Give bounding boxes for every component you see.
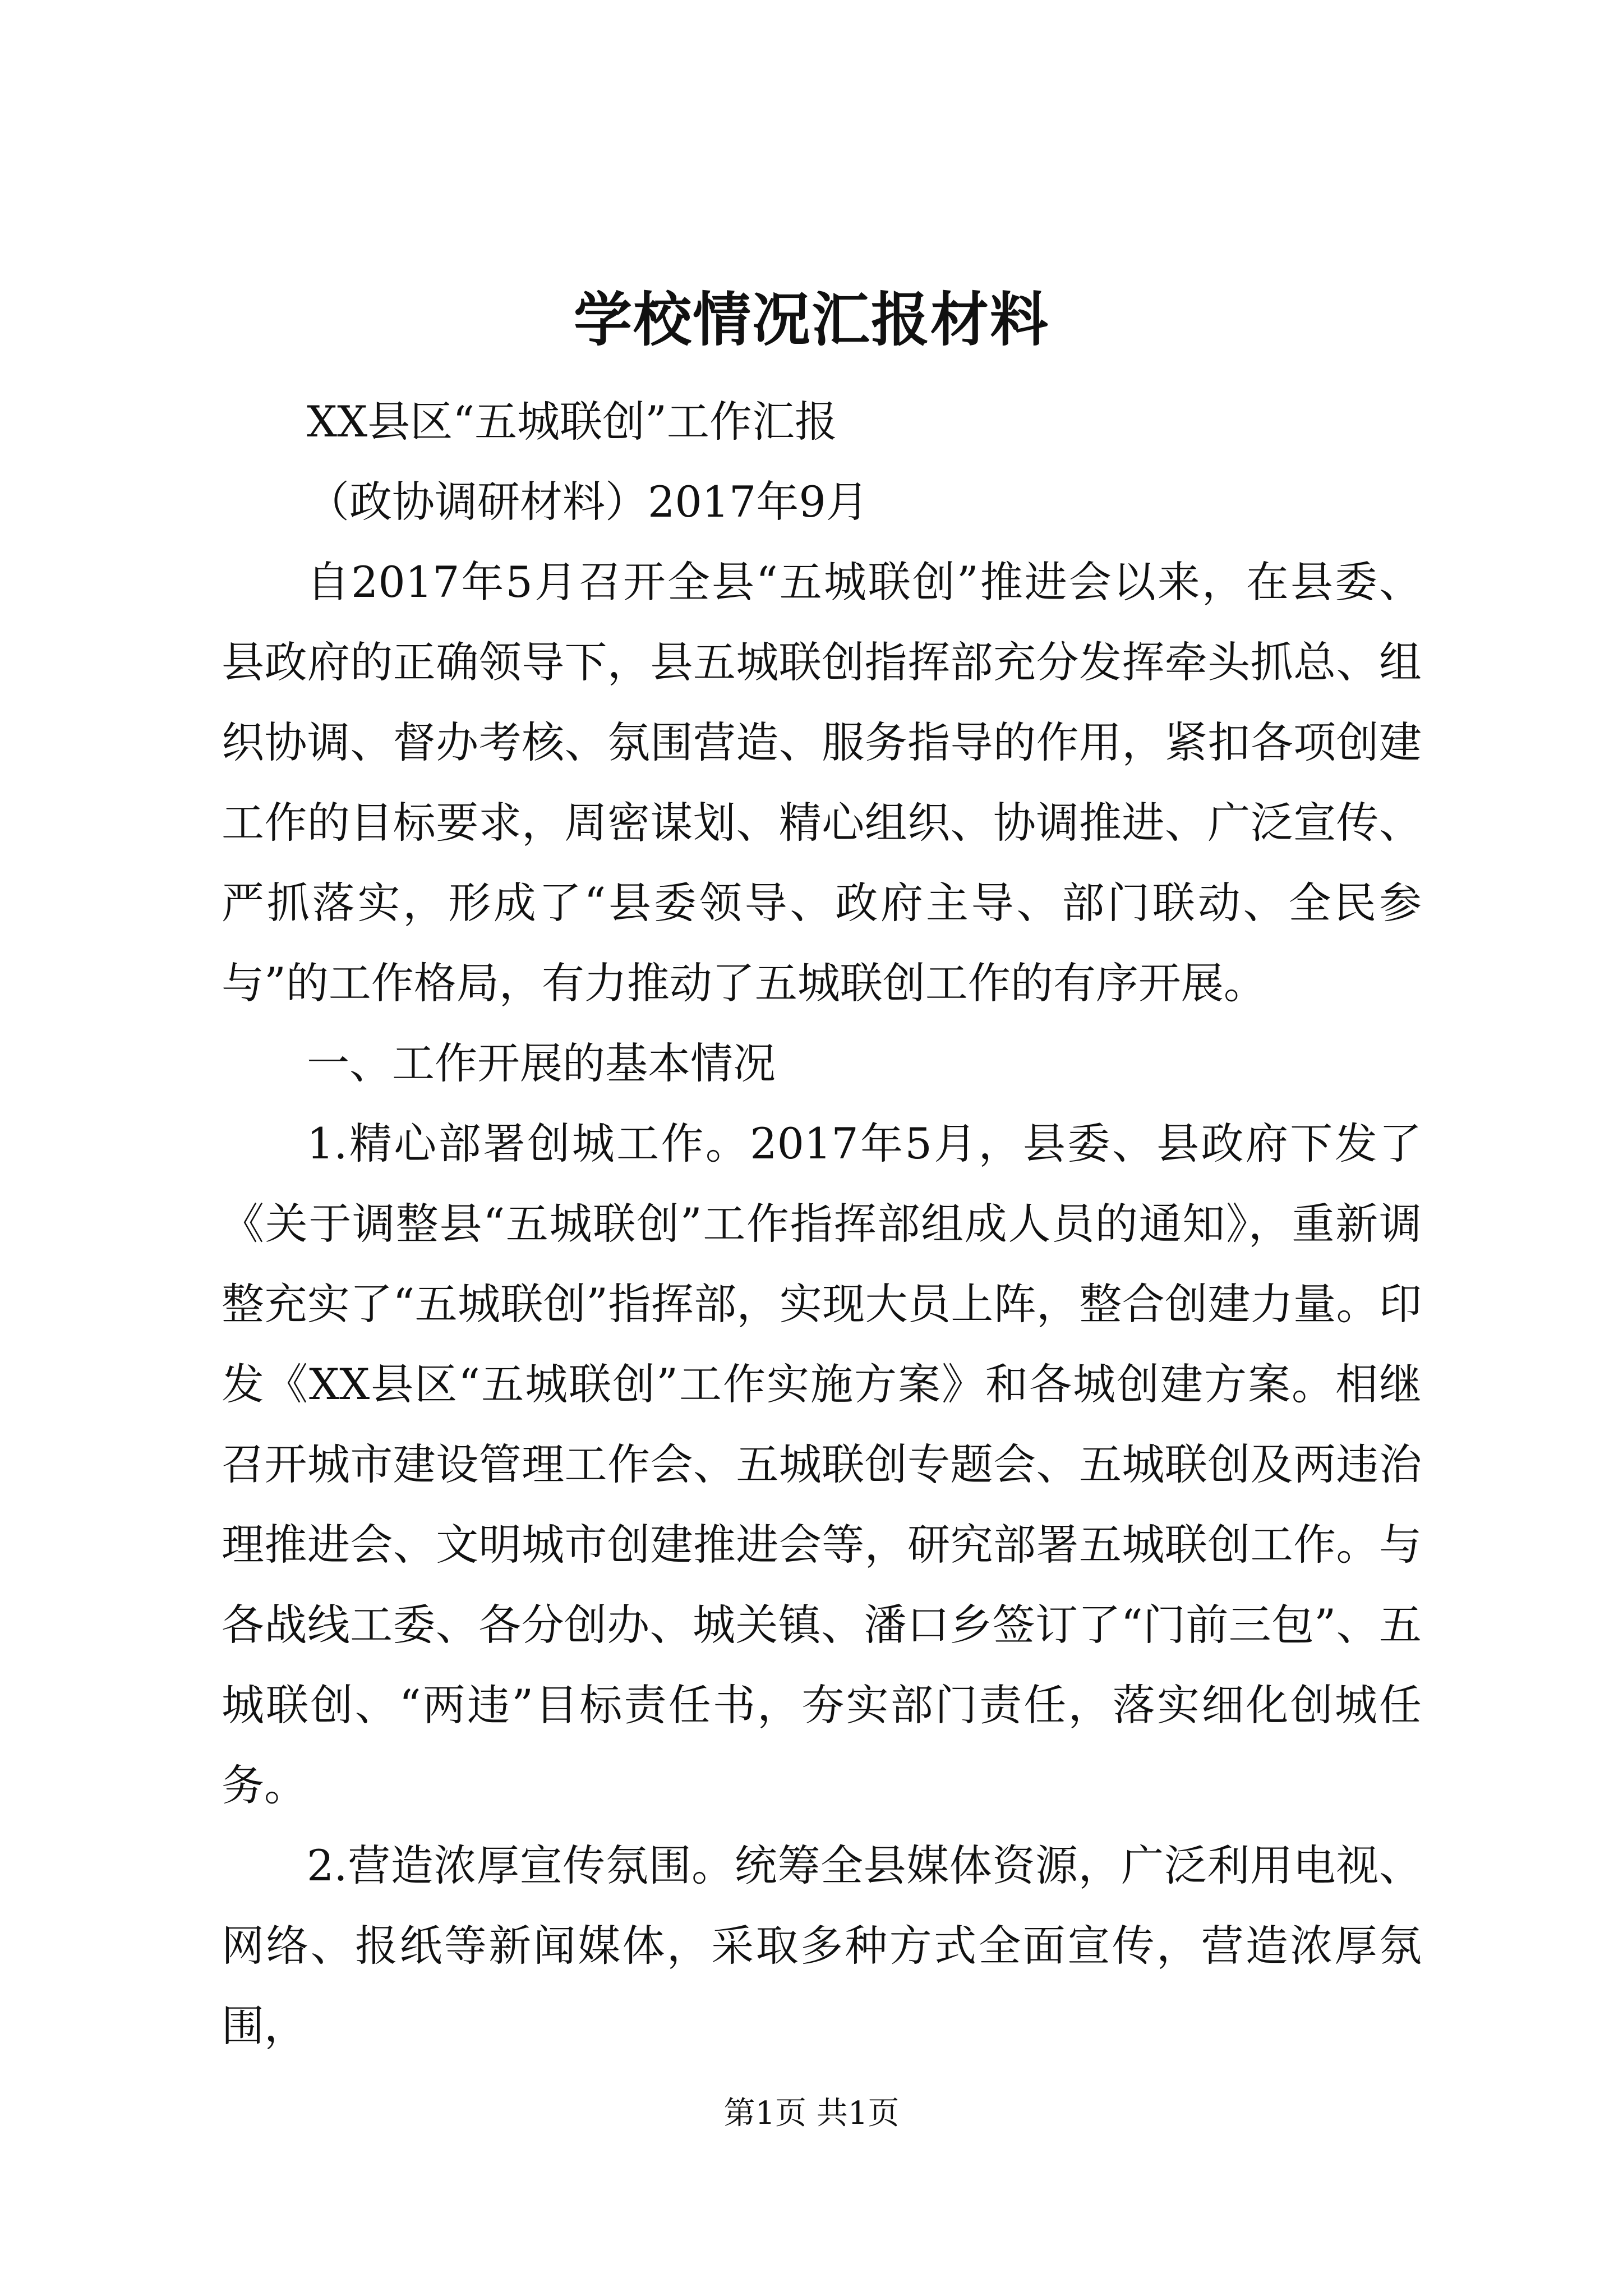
paragraph-item-2: 2.营造浓厚宣传氛围。统筹全县媒体资源，广泛利用电视、网络、报纸等新闻媒体，采取多种方式全面宣传，营造浓厚氛围， xyxy=(222,1841,1422,2051)
document-body xyxy=(222,381,1422,2066)
section-heading: 一、工作开展的基本情况 xyxy=(307,1038,776,1088)
paragraph-item-1: 1.精心部署创城工作。2017年5月，县委、县政府下发了《关于调整县“五城联创”工作指挥部组成人员的通知》，重新调整充实了“五城联创”指挥部，实现大员上阵，整合创建力量。印发《XX县区“五城联创”工作实施方案》和各城创建方案。相继召开城市建设管理工作会、五城联创专题会、五城联创及两违治理推进会、文明城市创建推进会等，研究部署五城联创工作。与各战线工委、各分创办、城关镇、潘口乡签订了“门前三包”、五城联创、“两违”目标责任书，夯实部门责任，落实细化创城任务。 xyxy=(222,1119,1422,1810)
report-subtitle: XX县区“五城联创”工作汇报 xyxy=(307,397,837,447)
report-source-date: （政协调研材料）2017年9月 xyxy=(307,477,869,527)
page-footer: 第1页 共1页 xyxy=(723,2095,900,2132)
intro-paragraph: 自2017年5月召开全县“五城联创”推进会以来，在县委、县政府的正确领导下，县五城联创指挥部充分发挥牵头抓总、组织协调、督办考核、氛围营造、服务指导的作用，紧扣各项创建工作的目标要求，周密谋划、精心组织、协调推进、广泛宣传、严抓落实，形成了“县委领导、政府主导、部门联动、全民参与”的工作格局，有力推动了五城联创工作的有序开展。 xyxy=(222,557,1422,1008)
document-title: 学校情况汇报材料 xyxy=(573,285,1049,354)
